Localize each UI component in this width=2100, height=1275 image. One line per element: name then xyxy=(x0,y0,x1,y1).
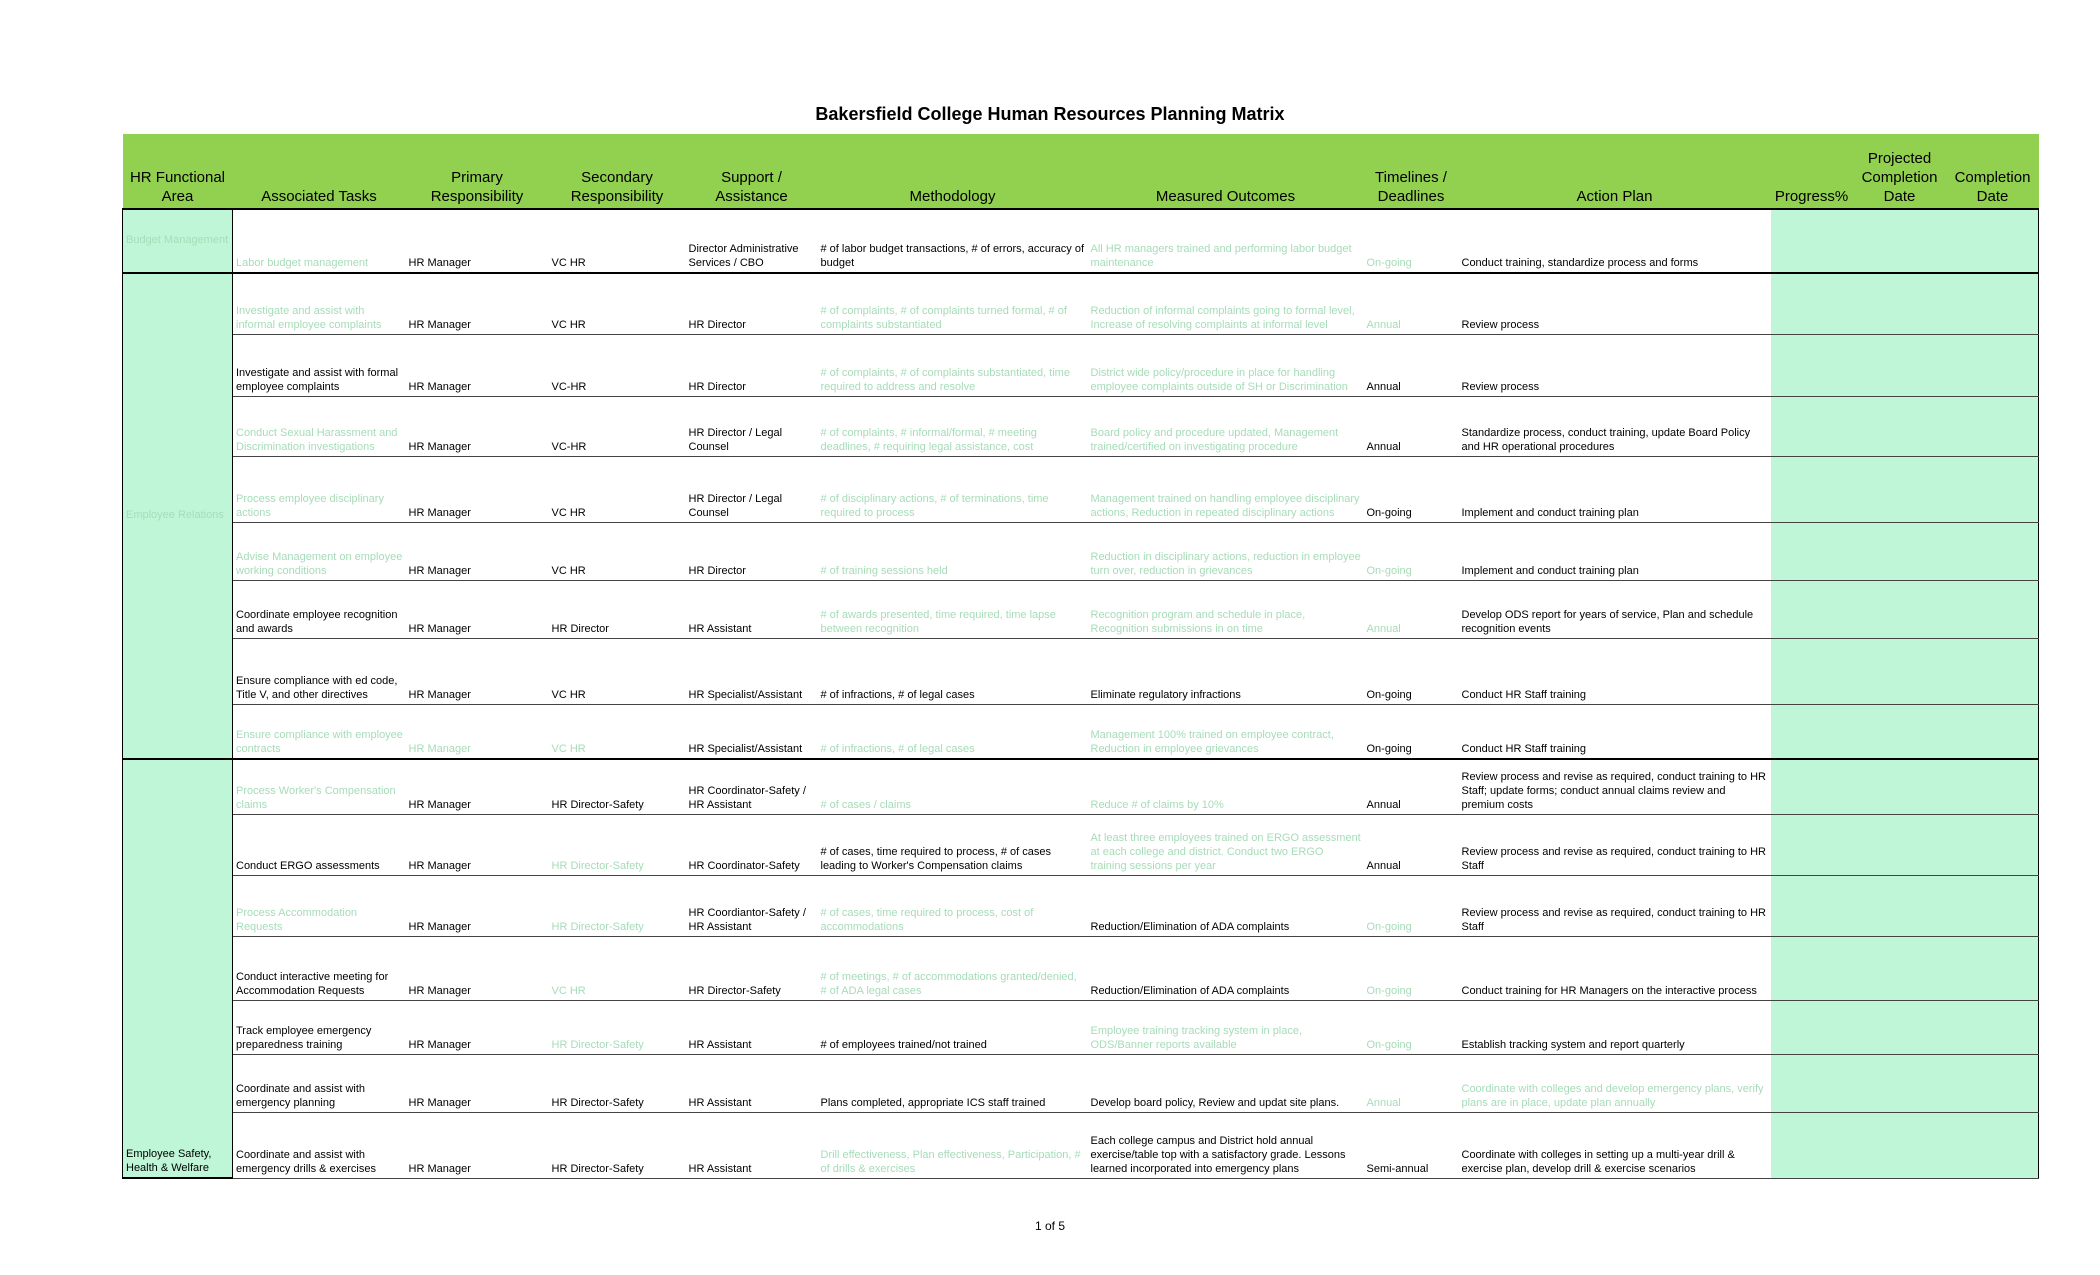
completion-date-cell xyxy=(1947,1000,2039,1054)
table-row xyxy=(123,1112,2039,1178)
task-cell: Ensure compliance with employee contracts xyxy=(233,704,406,759)
primary-cell: HR Manager xyxy=(406,1054,549,1112)
area-employee-safety-health-welfare: Employee Safety, Health & Welfare xyxy=(123,759,233,1178)
support-cell: HR Coordinator-Safety xyxy=(686,814,818,875)
outcomes-cell: Develop board policy, Review and updat site plans. xyxy=(1088,1054,1364,1112)
header-primary-responsibility: Primary Responsibility xyxy=(406,134,549,209)
task-cell: Coordinate employee recognition and awards xyxy=(233,580,406,638)
methodology-cell: # of employees trained/not trained xyxy=(818,1000,1088,1054)
outcomes-cell: All HR managers trained and performing labor budget maintenance xyxy=(1088,209,1364,273)
area-budget-management: Budget Management xyxy=(123,209,233,273)
timeline-cell: Annual xyxy=(1364,273,1459,334)
methodology-cell: # of complaints, # informal/formal, # meeting deadlines, # requiring legal assistance, cost xyxy=(818,396,1088,456)
completion-date-cell xyxy=(1947,936,2039,1000)
progress-cell xyxy=(1771,936,1853,1000)
support-cell: HR Coordiantor-Safety / HR Assistant xyxy=(686,875,818,936)
table-row xyxy=(123,522,2039,580)
action-cell: Review process and revise as required, conduct training to HR Staff; update forms; conduct annual claims review and premium costs xyxy=(1459,759,1771,814)
support-cell: HR Director xyxy=(686,273,818,334)
completion-date-cell xyxy=(1947,580,2039,638)
table-row xyxy=(123,875,2039,936)
progress-cell xyxy=(1771,759,1853,814)
action-cell: Coordinate with colleges in setting up a multi-year drill & exercise plan, develop drill & exercise scenarios xyxy=(1459,1112,1771,1178)
projected-date-cell xyxy=(1853,334,1947,396)
methodology-cell: # of labor budget transactions, # of errors, accuracy of budget xyxy=(818,209,1088,273)
primary-cell: HR Manager xyxy=(406,1112,549,1178)
action-cell: Conduct training, standardize process and forms xyxy=(1459,209,1771,273)
table-row xyxy=(123,209,2039,273)
projected-date-cell xyxy=(1853,273,1947,334)
task-cell: Ensure compliance with ed code, Title V, and other directives xyxy=(233,638,406,704)
outcomes-cell: Each college campus and District hold annual exercise/table top with a satisfactory grade. Lessons learned incorporated into emergency plans xyxy=(1088,1112,1364,1178)
header-measured-outcomes: Measured Outcomes xyxy=(1088,134,1364,209)
primary-cell: HR Manager xyxy=(406,396,549,456)
support-cell: HR Specialist/Assistant xyxy=(686,638,818,704)
support-cell: HR Assistant xyxy=(686,1000,818,1054)
progress-cell xyxy=(1771,704,1853,759)
methodology-cell: # of cases / claims xyxy=(818,759,1088,814)
support-cell: HR Assistant xyxy=(686,1112,818,1178)
primary-cell: HR Manager xyxy=(406,875,549,936)
table-header-row xyxy=(123,134,2039,209)
primary-cell: HR Manager xyxy=(406,814,549,875)
completion-date-cell xyxy=(1947,814,2039,875)
completion-date-cell xyxy=(1947,273,2039,334)
methodology-cell: # of meetings, # of accommodations granted/denied, # of ADA legal cases xyxy=(818,936,1088,1000)
secondary-cell: VC-HR xyxy=(549,396,686,456)
planning-matrix-table xyxy=(122,134,2039,1179)
task-cell: Conduct ERGO assessments xyxy=(233,814,406,875)
methodology-cell: # of cases, time required to process, # of cases leading to Worker's Compensation claims xyxy=(818,814,1088,875)
support-cell: HR Specialist/Assistant xyxy=(686,704,818,759)
progress-cell xyxy=(1771,273,1853,334)
progress-cell xyxy=(1771,334,1853,396)
header-methodology: Methodology xyxy=(818,134,1088,209)
secondary-cell: HR Director-Safety xyxy=(549,1112,686,1178)
projected-date-cell xyxy=(1853,396,1947,456)
task-cell: Coordinate and assist with emergency planning xyxy=(233,1054,406,1112)
primary-cell: HR Manager xyxy=(406,580,549,638)
outcomes-cell: At least three employees trained on ERGO assessment at each college and district. Conduct two ERGO training sessions per year xyxy=(1088,814,1364,875)
outcomes-cell: Reduction/Elimination of ADA complaints xyxy=(1088,875,1364,936)
secondary-cell: VC HR xyxy=(549,936,686,1000)
secondary-cell: HR Director-Safety xyxy=(549,759,686,814)
action-cell: Establish tracking system and report quarterly xyxy=(1459,1000,1771,1054)
timeline-cell: On-going xyxy=(1364,209,1459,273)
header-progress: Progress% xyxy=(1771,134,1853,209)
progress-cell xyxy=(1771,875,1853,936)
timeline-cell: On-going xyxy=(1364,936,1459,1000)
support-cell: HR Director xyxy=(686,334,818,396)
projected-date-cell xyxy=(1853,1000,1947,1054)
support-cell: HR Coordinator-Safety / HR Assistant xyxy=(686,759,818,814)
timeline-cell: Annual xyxy=(1364,334,1459,396)
timeline-cell: Annual xyxy=(1364,814,1459,875)
action-cell: Review process and revise as required, conduct training to HR Staff xyxy=(1459,875,1771,936)
timeline-cell: Annual xyxy=(1364,759,1459,814)
support-cell: HR Director-Safety xyxy=(686,936,818,1000)
support-cell: HR Assistant xyxy=(686,1054,818,1112)
task-cell: Investigate and assist with informal employee complaints xyxy=(233,273,406,334)
secondary-cell: HR Director-Safety xyxy=(549,1000,686,1054)
progress-cell xyxy=(1771,396,1853,456)
table-row xyxy=(123,456,2039,522)
outcomes-cell: Reduction in disciplinary actions, reduction in employee turn over, reduction in grievances xyxy=(1088,522,1364,580)
outcomes-cell: Eliminate regulatory infractions xyxy=(1088,638,1364,704)
outcomes-cell: Management 100% trained on employee contract, Reduction in employee grievances xyxy=(1088,704,1364,759)
action-cell: Implement and conduct training plan xyxy=(1459,456,1771,522)
methodology-cell: # of cases, time required to process, cost of accommodations xyxy=(818,875,1088,936)
primary-cell: HR Manager xyxy=(406,209,549,273)
primary-cell: HR Manager xyxy=(406,522,549,580)
action-cell: Review process and revise as required, conduct training to HR Staff xyxy=(1459,814,1771,875)
completion-date-cell xyxy=(1947,396,2039,456)
task-cell: Investigate and assist with formal employee complaints xyxy=(233,334,406,396)
secondary-cell: HR Director-Safety xyxy=(549,814,686,875)
methodology-cell: # of complaints, # of complaints turned formal, # of complaints substantiated xyxy=(818,273,1088,334)
timeline-cell: On-going xyxy=(1364,522,1459,580)
primary-cell: HR Manager xyxy=(406,638,549,704)
secondary-cell: VC HR xyxy=(549,209,686,273)
progress-cell xyxy=(1771,814,1853,875)
area-employee-relations: Employee Relations xyxy=(123,273,233,759)
methodology-cell: Plans completed, appropriate ICS staff trained xyxy=(818,1054,1088,1112)
progress-cell xyxy=(1771,522,1853,580)
action-cell: Implement and conduct training plan xyxy=(1459,522,1771,580)
support-cell: HR Assistant xyxy=(686,580,818,638)
primary-cell: HR Manager xyxy=(406,704,549,759)
methodology-cell: Drill effectiveness, Plan effectiveness, Participation, # of drills & exercises xyxy=(818,1112,1088,1178)
primary-cell: HR Manager xyxy=(406,759,549,814)
table-row xyxy=(123,759,2039,814)
task-cell: Advise Management on employee working conditions xyxy=(233,522,406,580)
table-row xyxy=(123,936,2039,1000)
task-cell: Conduct Sexual Harassment and Discrimination investigations xyxy=(233,396,406,456)
header-associated-tasks: Associated Tasks xyxy=(233,134,406,209)
primary-cell: HR Manager xyxy=(406,1000,549,1054)
action-cell: Conduct HR Staff training xyxy=(1459,638,1771,704)
outcomes-cell: Board policy and procedure updated, Management trained/certified on investigating procedure xyxy=(1088,396,1364,456)
task-cell: Conduct interactive meeting for Accommodation Requests xyxy=(233,936,406,1000)
header-completion-date: Completion Date xyxy=(1947,134,2039,209)
completion-date-cell xyxy=(1947,759,2039,814)
progress-cell xyxy=(1771,456,1853,522)
secondary-cell: VC HR xyxy=(549,638,686,704)
progress-cell xyxy=(1771,209,1853,273)
primary-cell: HR Manager xyxy=(406,936,549,1000)
timeline-cell: Annual xyxy=(1364,1054,1459,1112)
task-cell: Labor budget management xyxy=(233,209,406,273)
action-cell: Conduct HR Staff training xyxy=(1459,704,1771,759)
completion-date-cell xyxy=(1947,209,2039,273)
action-cell: Conduct training for HR Managers on the interactive process xyxy=(1459,936,1771,1000)
methodology-cell: # of awards presented, time required, time lapse between recognition xyxy=(818,580,1088,638)
action-cell: Review process xyxy=(1459,273,1771,334)
projected-date-cell xyxy=(1853,638,1947,704)
outcomes-cell: Employee training tracking system in place, ODS/Banner reports available xyxy=(1088,1000,1364,1054)
table-row xyxy=(123,1000,2039,1054)
table-row xyxy=(123,1054,2039,1112)
projected-date-cell xyxy=(1853,814,1947,875)
header-support-assistance: Support / Assistance xyxy=(686,134,818,209)
projected-date-cell xyxy=(1853,1112,1947,1178)
outcomes-cell: Reduction of informal complaints going to formal level, Increase of resolving complaints at informal level xyxy=(1088,273,1364,334)
table-row xyxy=(123,396,2039,456)
completion-date-cell xyxy=(1947,1054,2039,1112)
table-row xyxy=(123,580,2039,638)
header-projected-completion-date: Projected Completion Date xyxy=(1853,134,1947,209)
secondary-cell: HR Director xyxy=(549,580,686,638)
task-cell: Process Worker's Compensation claims xyxy=(233,759,406,814)
projected-date-cell xyxy=(1853,704,1947,759)
completion-date-cell xyxy=(1947,875,2039,936)
page-number: 1 of 5 xyxy=(1034,1219,1066,1233)
secondary-cell: VC HR xyxy=(549,456,686,522)
methodology-cell: # of infractions, # of legal cases xyxy=(818,638,1088,704)
header-timelines-deadlines: Timelines / Deadlines xyxy=(1364,134,1459,209)
document-title: Bakersfield College Human Resources Planning Matrix xyxy=(815,104,1285,124)
completion-date-cell xyxy=(1947,456,2039,522)
secondary-cell: HR Director-Safety xyxy=(549,1054,686,1112)
support-cell: HR Director xyxy=(686,522,818,580)
action-cell: Standardize process, conduct training, update Board Policy and HR operational procedures xyxy=(1459,396,1771,456)
progress-cell xyxy=(1771,580,1853,638)
table-row xyxy=(123,638,2039,704)
action-cell: Coordinate with colleges and develop emergency plans, verify plans are in place, update plan annually xyxy=(1459,1054,1771,1112)
completion-date-cell xyxy=(1947,522,2039,580)
action-cell: Review process xyxy=(1459,334,1771,396)
progress-cell xyxy=(1771,1000,1853,1054)
projected-date-cell xyxy=(1853,936,1947,1000)
timeline-cell: On-going xyxy=(1364,704,1459,759)
secondary-cell: HR Director-Safety xyxy=(549,875,686,936)
completion-date-cell xyxy=(1947,704,2039,759)
action-cell: Develop ODS report for years of service, Plan and schedule recognition events xyxy=(1459,580,1771,638)
task-cell: Coordinate and assist with emergency drills & exercises xyxy=(233,1112,406,1178)
table-row xyxy=(123,704,2039,759)
progress-cell xyxy=(1771,638,1853,704)
timeline-cell: Annual xyxy=(1364,580,1459,638)
completion-date-cell xyxy=(1947,1112,2039,1178)
timeline-cell: On-going xyxy=(1364,875,1459,936)
table-row xyxy=(123,334,2039,396)
primary-cell: HR Manager xyxy=(406,273,549,334)
task-cell: Process Accommodation Requests xyxy=(233,875,406,936)
table-row xyxy=(123,814,2039,875)
completion-date-cell xyxy=(1947,334,2039,396)
outcomes-cell: District wide policy/procedure in place for handling employee complaints outside of SH or Discrimination xyxy=(1088,334,1364,396)
projected-date-cell xyxy=(1853,209,1947,273)
secondary-cell: VC HR xyxy=(549,273,686,334)
projected-date-cell xyxy=(1853,456,1947,522)
timeline-cell: On-going xyxy=(1364,1000,1459,1054)
projected-date-cell xyxy=(1853,580,1947,638)
projected-date-cell xyxy=(1853,522,1947,580)
timeline-cell: On-going xyxy=(1364,638,1459,704)
support-cell: HR Director / Legal Counsel xyxy=(686,396,818,456)
methodology-cell: # of training sessions held xyxy=(818,522,1088,580)
completion-date-cell xyxy=(1947,638,2039,704)
primary-cell: HR Manager xyxy=(406,456,549,522)
projected-date-cell xyxy=(1853,875,1947,936)
timeline-cell: Annual xyxy=(1364,396,1459,456)
task-cell: Process employee disciplinary actions xyxy=(233,456,406,522)
progress-cell xyxy=(1771,1054,1853,1112)
methodology-cell: # of infractions, # of legal cases xyxy=(818,704,1088,759)
primary-cell: HR Manager xyxy=(406,334,549,396)
outcomes-cell: Recognition program and schedule in place, Recognition submissions in on time xyxy=(1088,580,1364,638)
outcomes-cell: Reduce # of claims by 10% xyxy=(1088,759,1364,814)
header-hr-functional-area: HR Functional Area xyxy=(123,134,233,209)
timeline-cell: On-going xyxy=(1364,456,1459,522)
projected-date-cell xyxy=(1853,759,1947,814)
secondary-cell: VC HR xyxy=(549,522,686,580)
progress-cell xyxy=(1771,1112,1853,1178)
header-secondary-responsibility: Secondary Responsibility xyxy=(549,134,686,209)
methodology-cell: # of complaints, # of complaints substantiated, time required to address and resolve xyxy=(818,334,1088,396)
task-cell: Track employee emergency preparedness training xyxy=(233,1000,406,1054)
support-cell: Director Administrative Services / CBO xyxy=(686,209,818,273)
support-cell: HR Director / Legal Counsel xyxy=(686,456,818,522)
outcomes-cell: Management trained on handling employee disciplinary actions, Reduction in repeated disciplinary actions xyxy=(1088,456,1364,522)
outcomes-cell: Reduction/Elimination of ADA complaints xyxy=(1088,936,1364,1000)
projected-date-cell xyxy=(1853,1054,1947,1112)
timeline-cell: Semi-annual xyxy=(1364,1112,1459,1178)
secondary-cell: VC-HR xyxy=(549,334,686,396)
methodology-cell: # of disciplinary actions, # of terminations, time required to process xyxy=(818,456,1088,522)
secondary-cell: VC HR xyxy=(549,704,686,759)
header-action-plan: Action Plan xyxy=(1459,134,1771,209)
table-row xyxy=(123,273,2039,334)
